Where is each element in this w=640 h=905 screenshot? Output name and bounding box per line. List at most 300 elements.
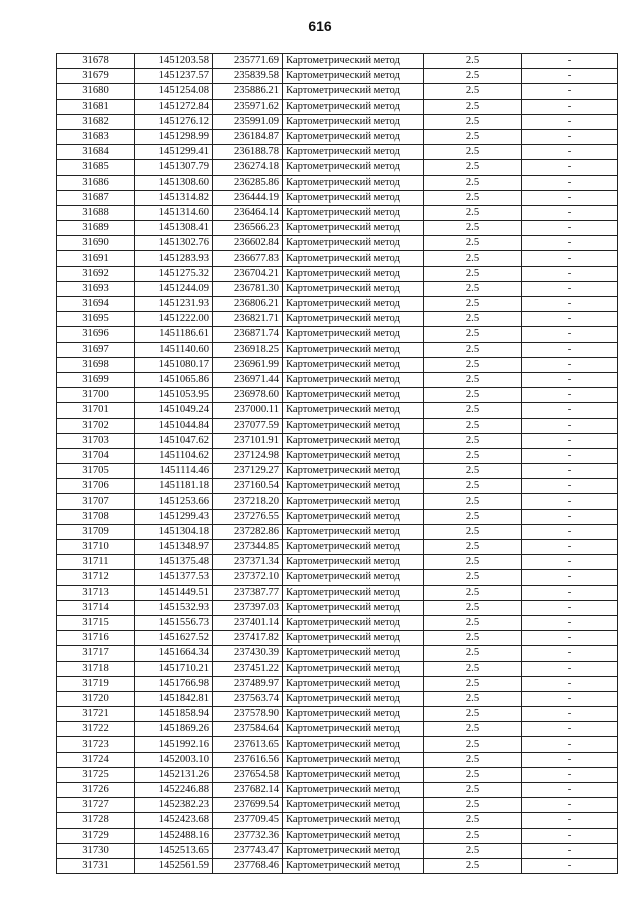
x-coordinate-cell: 1451244.09 [135,281,213,296]
x-coordinate-cell: 1451104.62 [135,448,213,463]
point-number-cell: 31709 [57,524,135,539]
point-number-cell: 31704 [57,448,135,463]
note-cell: - [522,266,618,281]
method-cell: Картометрический метод [283,372,424,387]
y-coordinate-cell: 236781.30 [213,281,283,296]
y-coordinate-cell: 237344.85 [213,540,283,555]
y-coordinate-cell: 237768.46 [213,858,283,873]
method-cell: Картометрический метод [283,281,424,296]
note-cell: - [522,661,618,676]
x-coordinate-cell: 1451992.16 [135,737,213,752]
method-cell: Картометрический метод [283,570,424,585]
y-coordinate-cell: 235971.62 [213,99,283,114]
note-cell: - [522,828,618,843]
y-coordinate-cell: 236602.84 [213,236,283,251]
point-number-cell: 31717 [57,646,135,661]
x-coordinate-cell: 1451299.41 [135,145,213,160]
accuracy-cell: 2.5 [424,84,522,99]
x-coordinate-cell: 1452488.16 [135,828,213,843]
note-cell: - [522,327,618,342]
y-coordinate-cell: 236961.99 [213,357,283,372]
note-cell: - [522,843,618,858]
x-coordinate-cell: 1451298.99 [135,129,213,144]
point-number-cell: 31701 [57,403,135,418]
y-coordinate-cell: 235839.58 [213,69,283,84]
table-row [57,600,618,615]
method-cell: Картометрический метод [283,266,424,281]
accuracy-cell: 2.5 [424,707,522,722]
note-cell: - [522,433,618,448]
x-coordinate-cell: 1451283.93 [135,251,213,266]
method-cell: Картометрический метод [283,448,424,463]
note-cell: - [522,509,618,524]
table-row [57,646,618,661]
y-coordinate-cell: 237371.34 [213,555,283,570]
x-coordinate-cell: 1451664.34 [135,646,213,661]
table-row [57,828,618,843]
y-coordinate-cell: 236184.87 [213,129,283,144]
x-coordinate-cell: 1451307.79 [135,160,213,175]
note-cell: - [522,707,618,722]
note-cell: - [522,767,618,782]
table-row [57,707,618,722]
method-cell: Картометрический метод [283,722,424,737]
point-number-cell: 31683 [57,129,135,144]
y-coordinate-cell: 236188.78 [213,145,283,160]
x-coordinate-cell: 1451254.08 [135,84,213,99]
method-cell: Картометрический метод [283,221,424,236]
accuracy-cell: 2.5 [424,297,522,312]
method-cell: Картометрический метод [283,555,424,570]
method-cell: Картометрический метод [283,509,424,524]
point-number-cell: 31713 [57,585,135,600]
note-cell: - [522,540,618,555]
accuracy-cell: 2.5 [424,433,522,448]
point-number-cell: 31731 [57,858,135,873]
accuracy-cell: 2.5 [424,205,522,220]
accuracy-cell: 2.5 [424,69,522,84]
y-coordinate-cell: 237160.54 [213,479,283,494]
method-cell: Картометрический метод [283,646,424,661]
note-cell: - [522,145,618,160]
accuracy-cell: 2.5 [424,494,522,509]
point-number-cell: 31710 [57,540,135,555]
accuracy-cell: 2.5 [424,585,522,600]
note-cell: - [522,190,618,205]
y-coordinate-cell: 237430.39 [213,646,283,661]
method-cell: Картометрический метод [283,433,424,448]
point-number-cell: 31729 [57,828,135,843]
x-coordinate-cell: 1452246.88 [135,783,213,798]
method-cell: Картометрический метод [283,160,424,175]
x-coordinate-cell: 1451532.93 [135,600,213,615]
note-cell: - [522,175,618,190]
table-row [57,129,618,144]
accuracy-cell: 2.5 [424,722,522,737]
method-cell: Картометрический метод [283,464,424,479]
method-cell: Картометрический метод [283,418,424,433]
x-coordinate-cell: 1451304.18 [135,524,213,539]
point-number-cell: 31725 [57,767,135,782]
table-row [57,403,618,418]
note-cell: - [522,312,618,327]
point-number-cell: 31707 [57,494,135,509]
accuracy-cell: 2.5 [424,813,522,828]
x-coordinate-cell: 1451377.53 [135,570,213,585]
point-number-cell: 31705 [57,464,135,479]
table-row [57,555,618,570]
note-cell: - [522,297,618,312]
accuracy-cell: 2.5 [424,828,522,843]
note-cell: - [522,84,618,99]
table-row [57,479,618,494]
point-number-cell: 31712 [57,570,135,585]
table-row [57,615,618,630]
accuracy-cell: 2.5 [424,251,522,266]
method-cell: Картометрический метод [283,828,424,843]
y-coordinate-cell: 237584.64 [213,722,283,737]
accuracy-cell: 2.5 [424,464,522,479]
y-coordinate-cell: 236821.71 [213,312,283,327]
table-row [57,509,618,524]
coordinates-table-body [57,54,618,874]
x-coordinate-cell: 1451869.26 [135,722,213,737]
note-cell: - [522,570,618,585]
table-row [57,205,618,220]
table-row [57,372,618,387]
note-cell: - [522,676,618,691]
table-row [57,448,618,463]
table-row [57,464,618,479]
coordinates-table [56,53,618,874]
table-row [57,433,618,448]
y-coordinate-cell: 237282.86 [213,524,283,539]
table-row [57,281,618,296]
y-coordinate-cell: 237417.82 [213,631,283,646]
point-number-cell: 31715 [57,615,135,630]
y-coordinate-cell: 236677.83 [213,251,283,266]
table-row [57,190,618,205]
x-coordinate-cell: 1451858.94 [135,707,213,722]
y-coordinate-cell: 236274.18 [213,160,283,175]
x-coordinate-cell: 1451114.46 [135,464,213,479]
note-cell: - [522,752,618,767]
method-cell: Картометрический метод [283,691,424,706]
point-number-cell: 31727 [57,798,135,813]
table-row [57,342,618,357]
point-number-cell: 31696 [57,327,135,342]
note-cell: - [522,722,618,737]
point-number-cell: 31719 [57,676,135,691]
x-coordinate-cell: 1451276.12 [135,114,213,129]
accuracy-cell: 2.5 [424,266,522,281]
table-row [57,327,618,342]
note-cell: - [522,114,618,129]
accuracy-cell: 2.5 [424,661,522,676]
y-coordinate-cell: 237101.91 [213,433,283,448]
table-row [57,843,618,858]
accuracy-cell: 2.5 [424,570,522,585]
point-number-cell: 31723 [57,737,135,752]
x-coordinate-cell: 1451044.84 [135,418,213,433]
y-coordinate-cell: 235991.09 [213,114,283,129]
table-row [57,251,618,266]
point-number-cell: 31686 [57,175,135,190]
point-number-cell: 31698 [57,357,135,372]
point-number-cell: 31679 [57,69,135,84]
x-coordinate-cell: 1451053.95 [135,388,213,403]
x-coordinate-cell: 1451186.61 [135,327,213,342]
method-cell: Картометрический метод [283,479,424,494]
method-cell: Картометрический метод [283,54,424,69]
x-coordinate-cell: 1451348.97 [135,540,213,555]
point-number-cell: 31730 [57,843,135,858]
table-row [57,297,618,312]
table-row [57,798,618,813]
point-number-cell: 31691 [57,251,135,266]
accuracy-cell: 2.5 [424,236,522,251]
page-number: 616 [308,18,332,34]
point-number-cell: 31689 [57,221,135,236]
x-coordinate-cell: 1451065.86 [135,372,213,387]
accuracy-cell: 2.5 [424,479,522,494]
method-cell: Картометрический метод [283,357,424,372]
point-number-cell: 31721 [57,707,135,722]
y-coordinate-cell: 237682.14 [213,783,283,798]
point-number-cell: 31697 [57,342,135,357]
note-cell: - [522,798,618,813]
table-row [57,524,618,539]
method-cell: Картометрический метод [283,798,424,813]
method-cell: Картометрический метод [283,69,424,84]
note-cell: - [522,54,618,69]
method-cell: Картометрический метод [283,843,424,858]
method-cell: Картометрический метод [283,813,424,828]
accuracy-cell: 2.5 [424,418,522,433]
point-number-cell: 31694 [57,297,135,312]
accuracy-cell: 2.5 [424,798,522,813]
note-cell: - [522,99,618,114]
method-cell: Картометрический метод [283,342,424,357]
point-number-cell: 31700 [57,388,135,403]
table-row [57,631,618,646]
table-row [57,145,618,160]
accuracy-cell: 2.5 [424,737,522,752]
method-cell: Картометрический метод [283,600,424,615]
accuracy-cell: 2.5 [424,160,522,175]
note-cell: - [522,464,618,479]
table-row [57,661,618,676]
method-cell: Картометрический метод [283,84,424,99]
method-cell: Картометрический метод [283,327,424,342]
accuracy-cell: 2.5 [424,843,522,858]
note-cell: - [522,69,618,84]
point-number-cell: 31684 [57,145,135,160]
accuracy-cell: 2.5 [424,615,522,630]
note-cell: - [522,783,618,798]
table-row [57,160,618,175]
accuracy-cell: 2.5 [424,145,522,160]
point-number-cell: 31682 [57,114,135,129]
method-cell: Картометрический метод [283,752,424,767]
note-cell: - [522,813,618,828]
accuracy-cell: 2.5 [424,448,522,463]
note-cell: - [522,479,618,494]
x-coordinate-cell: 1451080.17 [135,357,213,372]
x-coordinate-cell: 1451314.60 [135,205,213,220]
accuracy-cell: 2.5 [424,691,522,706]
x-coordinate-cell: 1451231.93 [135,297,213,312]
x-coordinate-cell: 1451253.66 [135,494,213,509]
y-coordinate-cell: 236971.44 [213,372,283,387]
y-coordinate-cell: 237124.98 [213,448,283,463]
y-coordinate-cell: 237397.03 [213,600,283,615]
note-cell: - [522,221,618,236]
point-number-cell: 31716 [57,631,135,646]
note-cell: - [522,251,618,266]
point-number-cell: 31690 [57,236,135,251]
point-number-cell: 31722 [57,722,135,737]
table-row [57,737,618,752]
point-number-cell: 31692 [57,266,135,281]
accuracy-cell: 2.5 [424,327,522,342]
accuracy-cell: 2.5 [424,357,522,372]
point-number-cell: 31703 [57,433,135,448]
table-row [57,585,618,600]
table-row [57,418,618,433]
note-cell: - [522,388,618,403]
method-cell: Картометрический метод [283,540,424,555]
note-cell: - [522,858,618,873]
note-cell: - [522,585,618,600]
accuracy-cell: 2.5 [424,600,522,615]
accuracy-cell: 2.5 [424,555,522,570]
accuracy-cell: 2.5 [424,190,522,205]
y-coordinate-cell: 237489.97 [213,676,283,691]
x-coordinate-cell: 1451627.52 [135,631,213,646]
table-row [57,54,618,69]
x-coordinate-cell: 1451375.48 [135,555,213,570]
point-number-cell: 31726 [57,783,135,798]
table-row [57,691,618,706]
y-coordinate-cell: 236464.14 [213,205,283,220]
method-cell: Картометрический метод [283,297,424,312]
table-row [57,752,618,767]
table-row [57,175,618,190]
y-coordinate-cell: 237276.55 [213,509,283,524]
y-coordinate-cell: 236871.74 [213,327,283,342]
accuracy-cell: 2.5 [424,752,522,767]
note-cell: - [522,631,618,646]
y-coordinate-cell: 236444.19 [213,190,283,205]
table-row [57,494,618,509]
x-coordinate-cell: 1451203.58 [135,54,213,69]
point-number-cell: 31699 [57,372,135,387]
y-coordinate-cell: 237372.10 [213,570,283,585]
x-coordinate-cell: 1451222.00 [135,312,213,327]
table-row [57,767,618,782]
y-coordinate-cell: 237699.54 [213,798,283,813]
y-coordinate-cell: 237732.36 [213,828,283,843]
note-cell: - [522,357,618,372]
y-coordinate-cell: 237077.59 [213,418,283,433]
note-cell: - [522,615,618,630]
note-cell: - [522,418,618,433]
point-number-cell: 31708 [57,509,135,524]
table-row [57,858,618,873]
y-coordinate-cell: 237387.77 [213,585,283,600]
note-cell: - [522,236,618,251]
point-number-cell: 31693 [57,281,135,296]
method-cell: Картометрический метод [283,858,424,873]
table-row [57,312,618,327]
point-number-cell: 31718 [57,661,135,676]
point-number-cell: 31678 [57,54,135,69]
table-row [57,540,618,555]
note-cell: - [522,524,618,539]
x-coordinate-cell: 1451710.21 [135,661,213,676]
table-row [57,221,618,236]
table-row [57,722,618,737]
point-number-cell: 31724 [57,752,135,767]
y-coordinate-cell: 237451.22 [213,661,283,676]
method-cell: Картометрический метод [283,737,424,752]
point-number-cell: 31680 [57,84,135,99]
accuracy-cell: 2.5 [424,403,522,418]
method-cell: Картометрический метод [283,251,424,266]
table-row [57,357,618,372]
y-coordinate-cell: 236566.23 [213,221,283,236]
note-cell: - [522,403,618,418]
y-coordinate-cell: 237613.65 [213,737,283,752]
x-coordinate-cell: 1451302.76 [135,236,213,251]
accuracy-cell: 2.5 [424,312,522,327]
point-number-cell: 31687 [57,190,135,205]
x-coordinate-cell: 1451047.62 [135,433,213,448]
accuracy-cell: 2.5 [424,767,522,782]
method-cell: Картометрический метод [283,403,424,418]
method-cell: Картометрический метод [283,676,424,691]
accuracy-cell: 2.5 [424,54,522,69]
accuracy-cell: 2.5 [424,342,522,357]
note-cell: - [522,205,618,220]
note-cell: - [522,646,618,661]
method-cell: Картометрический метод [283,190,424,205]
y-coordinate-cell: 236806.21 [213,297,283,312]
x-coordinate-cell: 1452423.68 [135,813,213,828]
y-coordinate-cell: 236918.25 [213,342,283,357]
x-coordinate-cell: 1452382.23 [135,798,213,813]
y-coordinate-cell: 237218.20 [213,494,283,509]
x-coordinate-cell: 1451275.32 [135,266,213,281]
x-coordinate-cell: 1451556.73 [135,615,213,630]
x-coordinate-cell: 1452131.26 [135,767,213,782]
accuracy-cell: 2.5 [424,221,522,236]
y-coordinate-cell: 236285.86 [213,175,283,190]
note-cell: - [522,691,618,706]
method-cell: Картометрический метод [283,494,424,509]
x-coordinate-cell: 1451449.51 [135,585,213,600]
table-row [57,676,618,691]
method-cell: Картометрический метод [283,631,424,646]
point-number-cell: 31702 [57,418,135,433]
accuracy-cell: 2.5 [424,646,522,661]
point-number-cell: 31720 [57,691,135,706]
x-coordinate-cell: 1451842.81 [135,691,213,706]
method-cell: Картометрический метод [283,312,424,327]
accuracy-cell: 2.5 [424,281,522,296]
y-coordinate-cell: 237129.27 [213,464,283,479]
